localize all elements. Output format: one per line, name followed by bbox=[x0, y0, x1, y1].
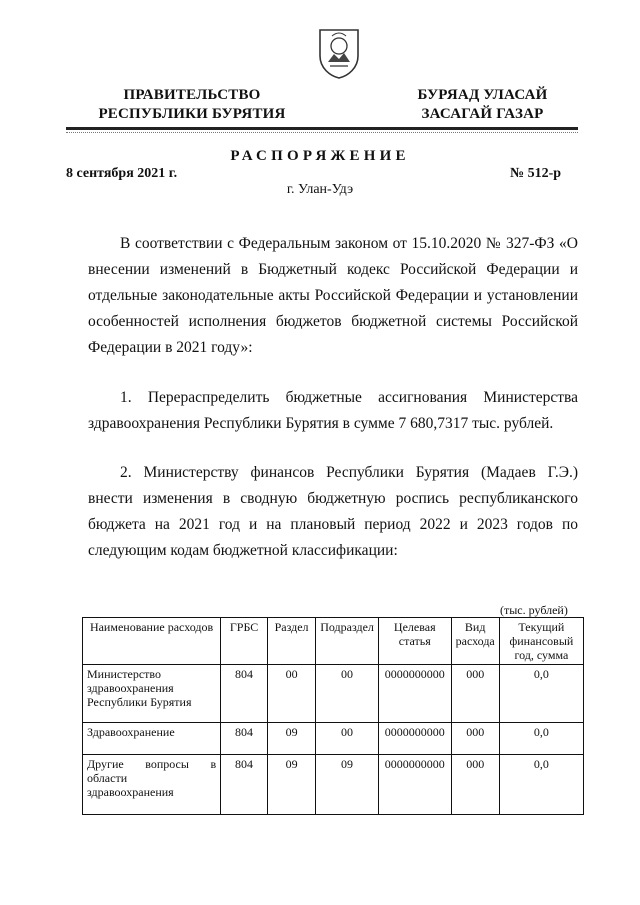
government-header bbox=[92, 86, 292, 124]
paragraph-item-2: 2. Министерству финансов Республики Бурятия (Мадаев Г.Э.) внести изменения в сводную бюджетную роспись республиканского бюджета на 2021 год и на плановый период 2022 и 2023 годов по следующим кодам бюджетной классификации: bbox=[88, 464, 578, 559]
column-header: Подраздел bbox=[316, 618, 379, 665]
table-cell: 0,0 bbox=[499, 665, 583, 723]
header-line: ЗАСАГАЙ ГАЗАР bbox=[421, 106, 544, 122]
table-cell: 09 bbox=[267, 723, 315, 755]
table-cell: Министерство здравоохранения Республики Бурятия bbox=[83, 665, 221, 723]
table-cell: Здравоохранение bbox=[83, 723, 221, 755]
table-row bbox=[83, 755, 584, 815]
government-header-buryat bbox=[405, 86, 560, 124]
header-line: РЕСПУБЛИКИ БУРЯТИЯ bbox=[98, 106, 286, 122]
table-cell: 0000000000 bbox=[378, 665, 451, 723]
table-cell: 09 bbox=[316, 755, 379, 815]
header-divider-dotted bbox=[66, 132, 578, 133]
header-line: ПРАВИТЕЛЬСТВО bbox=[123, 87, 261, 103]
header-divider bbox=[66, 127, 578, 130]
table-cell: 804 bbox=[221, 755, 268, 815]
table-cell: 000 bbox=[451, 723, 499, 755]
table-units: (тыс. рублей) bbox=[500, 603, 568, 617]
table-row bbox=[83, 665, 584, 723]
table-cell: 0,0 bbox=[499, 755, 583, 815]
header-line: БУРЯАД УЛАСАЙ bbox=[417, 87, 548, 103]
paragraph-item-1: 1. Перераспределить бюджетные ассигнования Министерства здравоохранения Республики Бурятия в сумме 7 680,7317 тыс. рублей. bbox=[88, 389, 578, 432]
table-cell: 0000000000 bbox=[378, 755, 451, 815]
table-cell: 000 bbox=[451, 755, 499, 815]
paragraph-preamble: В соответствии с Федеральным законом от 15.10.2020 № 327-ФЗ «О внесении изменений в Бюджетный кодекс Российской Федерации и отдельные законодательные акты Российской Федерации и установлении особенностей исполнения бюджетов бюджетной системы Российской Федерации в 2021 году»: bbox=[88, 235, 578, 356]
column-header: Текущий финансовый год, сумма bbox=[499, 618, 583, 665]
table-cell: 000 bbox=[451, 665, 499, 723]
table-cell: 00 bbox=[316, 665, 379, 723]
column-header: Целевая статья bbox=[378, 618, 451, 665]
table-header-row bbox=[83, 618, 584, 665]
table-cell: 804 bbox=[221, 665, 268, 723]
table-cell: 00 bbox=[267, 665, 315, 723]
column-header: Наименование расходов bbox=[83, 618, 221, 665]
table-cell: Другие вопросы в области здравоохранения bbox=[83, 755, 221, 815]
coat-of-arms-icon bbox=[316, 26, 362, 80]
budget-table bbox=[82, 617, 584, 815]
column-header: Раздел bbox=[267, 618, 315, 665]
table-cell: 09 bbox=[267, 755, 315, 815]
table-row bbox=[83, 723, 584, 755]
table-cell: 0000000000 bbox=[378, 723, 451, 755]
table-cell: 804 bbox=[221, 723, 268, 755]
document-title: РАСПОРЯЖЕНИЕ bbox=[230, 148, 410, 164]
document-city: г. Улан-Удэ bbox=[286, 182, 354, 197]
table-cell: 00 bbox=[316, 723, 379, 755]
column-header: Вид расхода bbox=[451, 618, 499, 665]
table-cell: 0,0 bbox=[499, 723, 583, 755]
document-date: 8 сентября 2021 г. bbox=[66, 166, 178, 181]
document-number: № 512-р bbox=[510, 166, 562, 181]
column-header: ГРБС bbox=[221, 618, 268, 665]
